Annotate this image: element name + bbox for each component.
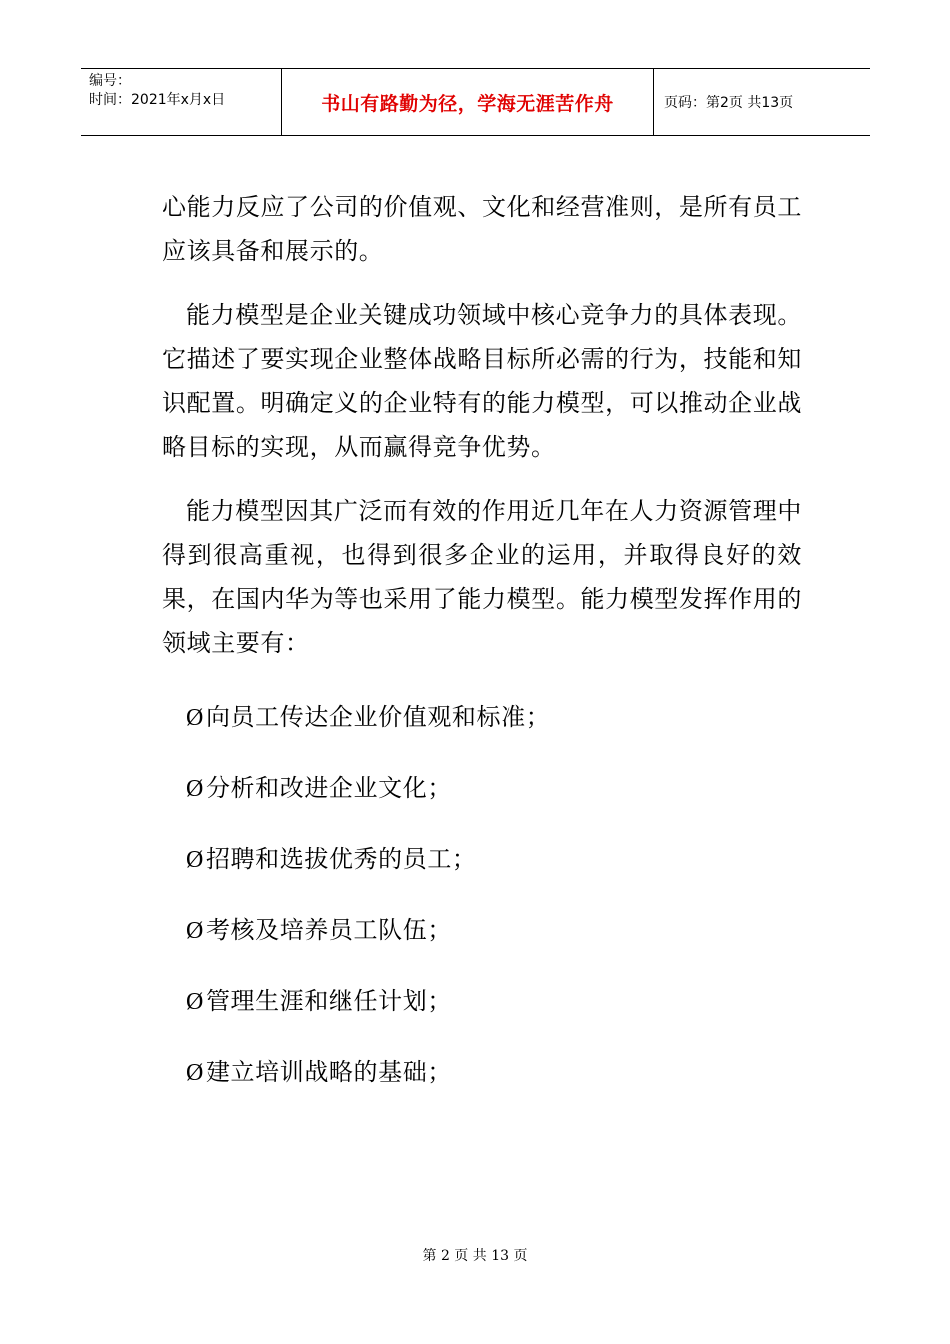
- list-item-text: 招聘和选拔优秀的员工；: [205, 845, 477, 873]
- list-item: [162, 766, 802, 811]
- document-body: [162, 185, 802, 1095]
- header-page-info: 页码：第2页 共13页: [664, 95, 794, 111]
- bullet-symbol: Ø: [186, 989, 204, 1015]
- list-item: [162, 695, 802, 740]
- bullet-symbol: Ø: [186, 1060, 204, 1086]
- list-item-text: 建立培训战略的基础；: [205, 1058, 452, 1086]
- paragraph: 能力模型是企业关键成功领域中核心竞争力的具体表现。它描述了要实现企业整体战略目标所必需的行为，技能和知识配置。明确定义的企业特有的能力模型，可以推动企业战略目标的实现，从而赢得竞争优势。: [162, 301, 802, 461]
- paragraph: 能力模型因其广泛而有效的作用近几年在人力资源管理中得到很高重视，也得到很多企业的运用，并取得良好的效果，在国内华为等也采用了能力模型。能力模型发挥作用的领域主要有：: [162, 497, 802, 657]
- list-item: [162, 1050, 802, 1095]
- bullet-symbol: Ø: [186, 918, 204, 944]
- list-item-text: 考核及培养员工队伍；: [205, 916, 452, 944]
- list-item-text: 向员工传达企业价值观和标准；: [205, 703, 551, 731]
- number-label: 编号：: [89, 73, 131, 89]
- date-label: 时间：2021年x月x日: [89, 92, 226, 108]
- list-item: [162, 908, 802, 953]
- list-item-text: 管理生涯和继任计划；: [205, 987, 452, 1015]
- header-meta-cell: [81, 69, 282, 135]
- bullet-symbol: Ø: [186, 776, 204, 802]
- header-motto: 书山有路勤为径，学海无涯苦作舟: [282, 69, 654, 135]
- bullet-symbol: Ø: [186, 847, 204, 873]
- paragraph-continued: 心能力反应了公司的价值观、文化和经营准则，是所有员工应该具备和展示的。: [162, 193, 802, 265]
- list-item-text: 分析和改进企业文化；: [205, 774, 452, 802]
- bullet-symbol: Ø: [186, 705, 204, 731]
- page-footer: 第 2 页 共 13 页: [422, 1248, 528, 1264]
- page-header: [81, 68, 870, 136]
- list-item: [162, 837, 802, 882]
- list-item: [162, 979, 802, 1024]
